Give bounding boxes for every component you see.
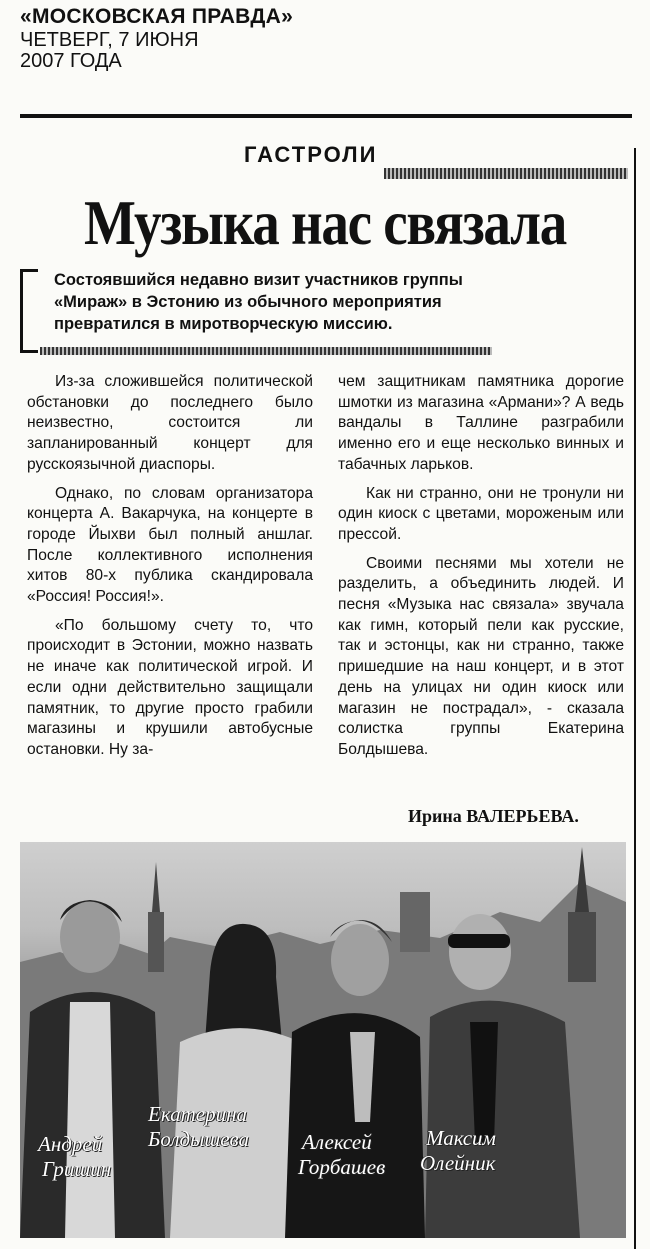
- paragraph: Однако, по словам организатора концерта А. Вакарчука, на концерте в городе Йыхви был полный аншлаг. После коллективного исполнения хитов 80-х публика скандировала «Россия! Россия!».: [27, 484, 313, 606]
- caption-person-1: Андрей Гришин: [38, 1132, 112, 1181]
- caption-person-4: Максим Олейник: [420, 1126, 496, 1175]
- text-column-1: [27, 372, 313, 761]
- lead-bracket: [20, 269, 38, 353]
- lead-line-2: «Мираж» в Эстонию из обычного мероприятия: [54, 292, 442, 311]
- right-rule: [634, 148, 636, 1249]
- lead-line-3: превратился в миротворческую миссию.: [54, 314, 393, 333]
- paragraph: Из-за сложившейся политической обстановки до последнего было неизвестно, состоится ли запланированный концерт для русскоязычной диаспоры.: [27, 373, 313, 473]
- paragraph: Своими песнями мы хотели не разделить, а объединить людей. И песня «Музыка нас связала» звучала как гимн, который пели как русские, так и эстонцы, как ни странно, также пришедшие на наш концерт, и в этот день на улицах ни один киоск или магазин не пострадал», - сказала солистка группы Екатерина Болдышева.: [338, 554, 624, 758]
- publication-name: «МОСКОВСКАЯ ПРАВДА»: [20, 5, 294, 28]
- paragraph: «По большому счету то, что происходит в Эстонии, можно назвать не иначе как политической игрой. И если одни действительно защищали памятник, то другие просто грабили магазины и крушили автобусные остановки. Ну за-: [27, 616, 313, 758]
- author-signature: Ирина ВАЛЕРЬЕВА.: [408, 806, 579, 826]
- lead-paragraph: [54, 270, 574, 335]
- top-rule: [20, 114, 632, 118]
- rubric-hatch-bar: [384, 168, 628, 179]
- headline: Музыка нас связала: [84, 187, 566, 258]
- text-column-2: [338, 372, 624, 761]
- paragraph: Как ни странно, они не тронули ни один киоск с цветами, мороженым или прессой.: [338, 484, 624, 543]
- paragraph: чем защитникам памятника дорогие шмотки из магазина «Армани»? А ведь вандалы в Таллине разграбили именно его и еще несколько винных и табачных ларьков.: [338, 373, 624, 473]
- group-photo: [20, 842, 626, 1238]
- masthead: [20, 6, 293, 72]
- caption-person-3: Алексей Горбашев: [298, 1130, 386, 1179]
- rubric: ГАСТРОЛИ: [244, 142, 378, 167]
- lead-hatch-bar: [40, 347, 492, 355]
- issue-date: [20, 30, 293, 72]
- date-line-2: 2007 ГОДА: [20, 50, 122, 73]
- caption-person-2: Екатерина Болдышева: [148, 1102, 250, 1151]
- lead-line-1: Состоявшийся недавно визит участников группы: [54, 271, 463, 289]
- date-line-1: ЧЕТВЕРГ, 7 ИЮНЯ: [20, 29, 199, 51]
